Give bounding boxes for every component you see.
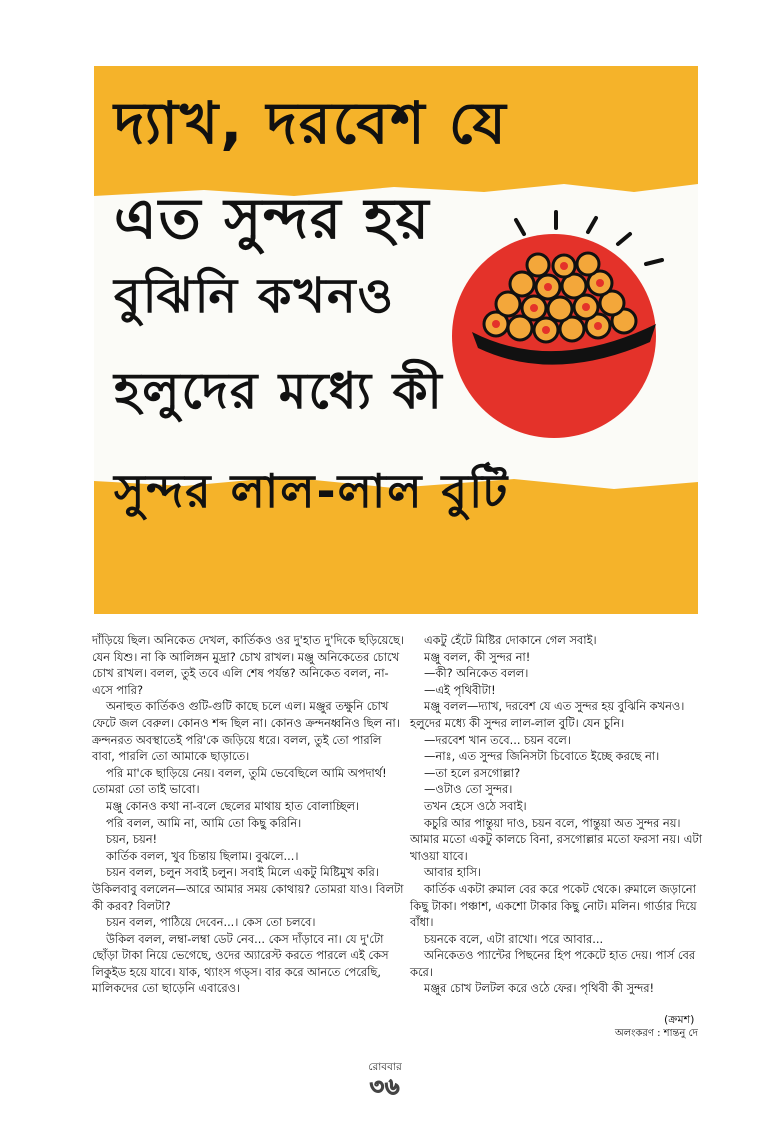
magazine-name: রোববার	[368, 1061, 402, 1073]
headline-line-5: সুন্দর লাল-লাল বুটি	[114, 464, 510, 518]
paragraph: মঞ্জু কোনও কথা না-বলে ছেলের মাথায় হাত বোলাচ্ছিল।	[106, 798, 360, 813]
paragraph: দাঁড়িয়ে ছিল। অনিকেত দেখল, কার্তিকও ওর দু'হাত দু'দিকে ছড়িয়েছে। যেন যিশু। না কি আলিঙ্গন মুদ্রা? চোখ রাখল। মঞ্জু অনিকেতের চোখে চোখ রাখল। বলল, তুই তবে এলি শেষ পর্যন্ত? অনিকেত বলল, না-এসে পারি?	[92, 633, 404, 697]
paragraph: তখন হেসে ওঠে সবাই।	[424, 798, 527, 813]
headline-line-3: বুঝিনি কখনও	[114, 268, 395, 324]
paragraph: চয়ন, চয়ন!	[106, 832, 158, 847]
paragraph: —তা হলে রসগোল্লা?	[424, 765, 521, 780]
paragraph: চয়ন বলল, পাঠিয়ে দেবেন...। কেস তো চলবে।	[106, 915, 316, 930]
paragraph: পরি বলল, আমি না, আমি তো কিছু করিনি।	[106, 815, 302, 830]
headline-line-1: দ্যাখ, দরবেশ যে	[114, 89, 508, 157]
paragraph: কার্তিক একটা রুমাল বের করে পকেট থেকে। রুমালে জড়ানো কিছু টাকা। পঞ্চাশ, একশো টাকার কিছু নোট। মলিন। গার্ডার দিয়ে বাঁধা।	[410, 881, 697, 930]
illustration-credit: অলংকরণ : শান্তনু দে	[615, 1028, 698, 1039]
paragraph: কার্তিক বলল, খুব চিন্তায় ছিলাম। বুঝলে...।	[106, 848, 299, 863]
paragraph: একটু হেঁটে মিষ্টির দোকানে গেল সবাই।	[424, 633, 597, 647]
headline-line-2: এত সুন্দর হয়	[114, 187, 431, 252]
paragraph: মঞ্জু বলল, কী সুন্দর না!	[424, 649, 531, 664]
paragraph: পরি মা'কে ছাড়িয়ে নেয়। বলল, তুমি ভেবেছিলে আমি অপদার্থ! তোমরা তো তাই ভাবো।	[92, 765, 387, 797]
article-left-column	[92, 632, 404, 997]
paragraph: —কী? অনিকেত বলল।	[424, 666, 529, 681]
paragraph: মঞ্জু বলল—দ্যাখ, দরবেশ যে এত সুন্দর হয় বুঝিনি কখনও। হলুদের মধ্যে কী সুন্দর লাল-লাল বুটি। যেন চুনি।	[410, 699, 685, 730]
paragraph: আবার হাসি।	[424, 865, 481, 880]
headline-line-4: হলুদের মধ্যে কী	[114, 362, 444, 420]
paragraph: মঞ্জুর চোখ টলটল করে ওঠে ফের। পৃথিবী কী সুন্দর!	[424, 981, 655, 996]
story-illustration	[94, 66, 698, 614]
page-number: ৩৬	[369, 1075, 401, 1100]
paragraph: —দরবেশ খান তবে... চয়ন বলে।	[424, 732, 571, 747]
paragraph: —এই পৃথিবীটা!	[424, 682, 496, 697]
paragraph: অনিকেতও প্যান্টের পিছনের হিপ পকেটে হাত দেয়। পার্স বের করে।	[410, 948, 696, 979]
paragraph: অনাহুত কার্তিকও গুটি-গুটি কাছে চলে এল। মঞ্জুর তক্ষুনি চোখ ফেটে জল বেরুল। কোনও শব্দ ছিল না। কোনও ক্রন্দনধ্বনিও ছিল না। ক্রন্দনরত অবস্থাতেই পরি'কে জড়িয়ে ধরে। বলল, তুই তো পারলি বাবা, পারলি তো আমাকে ছাড়াতে।	[92, 699, 400, 764]
paragraph: চয়ন বলল, চলুন সবাই চলুন। সবাই মিলে একটু মিষ্টিমুখ করি।	[106, 865, 379, 880]
paragraph: —নাঃ, এত সুন্দর জিনিসটা চিবোতে ইচ্ছে করছে না।	[424, 749, 660, 764]
handlettered-headline	[94, 66, 698, 614]
paragraph: উকিল বলল, লম্বা-লম্বা ডেট নেব... কেস দাঁড়াবে না। যে দু'টো ছোঁড়া টাকা নিয়ে ভেগেছে, ওদের অ্যারেস্ট করতে পারলে এই কেস লিকুইড হয়ে যাবে। যাক, থ্যাংস গড্‌স। বার করে আনতে পেরেছি, মালিকদের তো ছাড়েনি এবারেও।	[92, 931, 389, 996]
article-right-column	[410, 632, 710, 997]
paragraph: —ওটাও তো সুন্দর।	[424, 782, 513, 797]
continued-marker: (ক্রমশ)	[664, 1013, 695, 1026]
paragraph: কচুরি আর পান্তুয়া দাও, চয়ন বলে, পান্তুয়া অত সুন্দর নয়। আমার মতো একটু কালচে বিনা, রসগোল্লার মতো ফরসা নয়। এটা খাওয়া যাবে।	[410, 815, 702, 863]
paragraph: উকিলবাবু বললেন—আরে আমার সময় কোথায়? তোমরা যাও। বিলটা কী করব? বিলটা?	[92, 881, 404, 913]
paragraph: চয়নকে বলে, এটা রাখো। পরে আবার...	[424, 931, 604, 946]
